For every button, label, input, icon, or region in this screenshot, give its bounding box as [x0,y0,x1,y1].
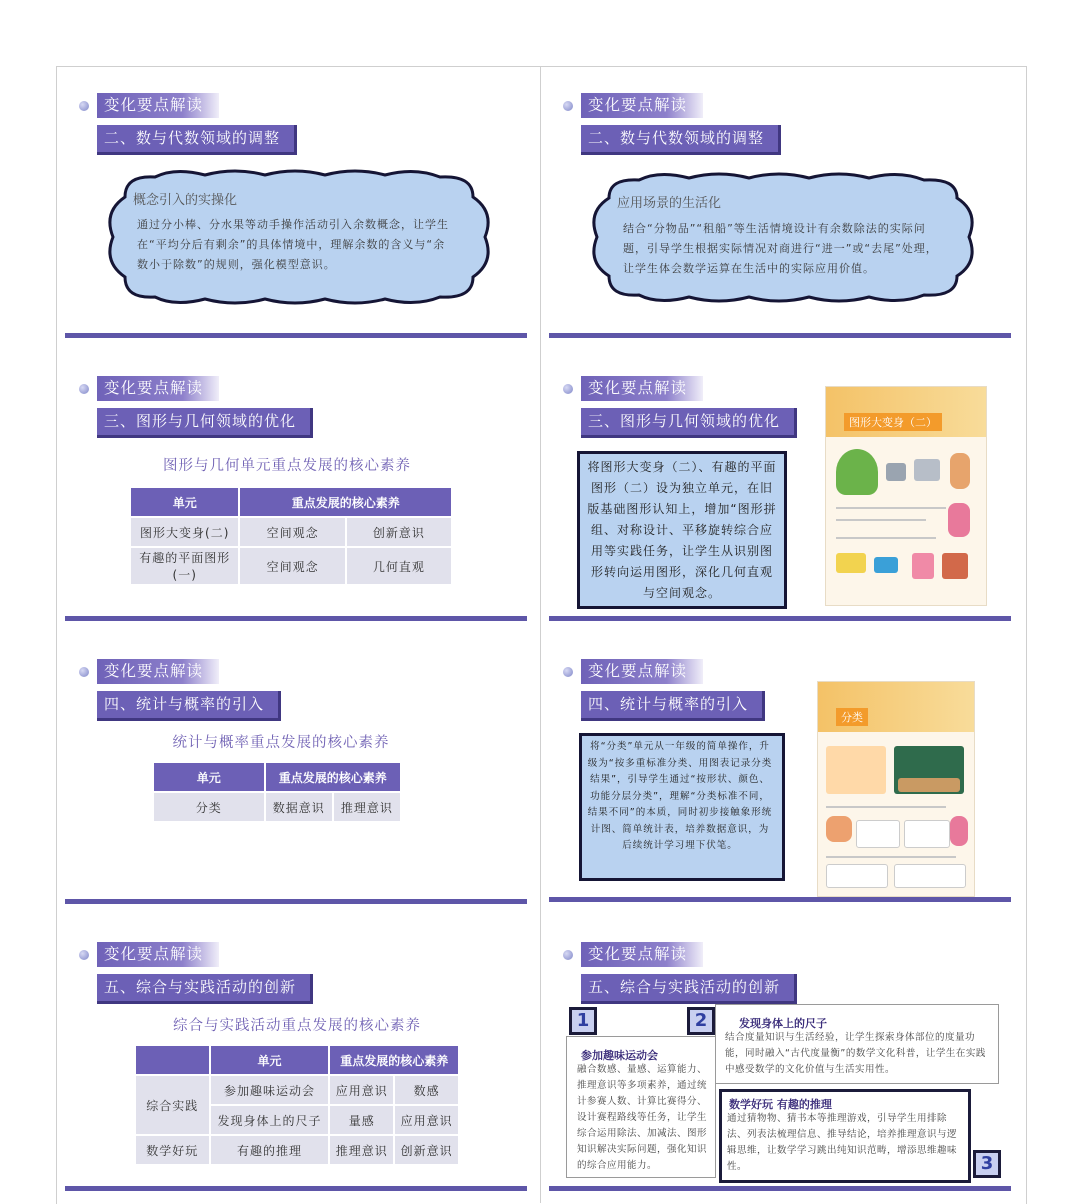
core-literacy-table [134,1044,460,1166]
bullet-dot [79,950,89,960]
slide-footer-bar [549,333,1011,338]
table-header: 重点发展的核心素养 [329,1045,459,1075]
table-row [135,1135,459,1165]
slide-7 [57,916,541,1203]
table-cell: 数感 [394,1075,459,1105]
table-row [153,792,401,822]
core-literacy-table [152,761,402,823]
table-header [135,1045,210,1075]
card-number: 3 [973,1150,1001,1178]
table-title: 图形与几何单元重点发展的核心素养 [163,458,411,474]
slide-title: 变化要点解读 [97,659,219,684]
bullet-dot [79,667,89,677]
card-number: 2 [687,1007,715,1035]
card-text: 结合度量知识与生活经验，让学生探索身体部位的度量功能，同时融入“古代度量衡”的数学文化科普，让学生在实践中感受数学的文化价值与生活实用性。 [725,1032,986,1075]
card-number: 1 [569,1007,597,1035]
table-cell: 参加趣味运动会 [210,1075,330,1105]
table-cell: 创新意识 [346,517,452,547]
slide-title: 变化要点解读 [581,93,703,118]
core-literacy-table [129,486,453,586]
table-header-row [153,762,401,792]
table-cell: 有趣的推理 [210,1135,330,1165]
table-cell: 有趣的平面图形(一) [130,547,239,585]
section-title: 五、综合与实践活动的创新 [97,974,313,1004]
table-cell: 发现身体上的尺子 [210,1105,330,1135]
table-cell: 推理意识 [329,1135,394,1165]
textbook-title: 分类 [836,708,868,726]
slide-title: 变化要点解读 [97,376,219,401]
textbook-title: 图形大变身（二） [844,413,942,431]
table-header-row [135,1045,459,1075]
bullet-dot [563,950,573,960]
table-row [130,517,452,547]
bullet-dot [563,667,573,677]
section-title: 三、图形与几何领域的优化 [581,408,797,438]
text-line [826,856,956,858]
description-text: 将图形大变身（二）、有趣的平面图形（二）设为独立单元，在旧版基础图形认知上，增加“图形拼组、对称设计、平移旋转综合应用等实践任务，让学生从识别图形转向运用图形，深化几何直观与空间观念。 [587,460,777,600]
card-text: 通过猜物物、猜书本等推理游戏，引导学生用排除法、列表法梳理信息、推导结论，培养推理意识与逻辑思维，让数学学习跳出纯知识范畴，增添思维趣味性。 [727,1113,958,1172]
text-line [836,537,936,539]
section-title: 五、综合与实践活动的创新 [581,974,797,1004]
table-cell: 数学好玩 [135,1135,210,1165]
section-title: 四、统计与概率的引入 [581,691,765,721]
shape-illustration [874,557,898,573]
textbook-page-image [817,681,975,897]
shape-illustration [912,553,934,579]
section-title: 三、图形与几何领域的优化 [97,408,313,438]
table-title: 统计与概率重点发展的核心素养 [172,735,390,751]
card-heading: 参加趣味运动会 [581,1049,658,1062]
slide-8 [541,916,1025,1203]
section-title: 二、数与代数领域的调整 [97,125,297,155]
table-title: 综合与实践活动重点发展的核心素养 [173,1018,421,1034]
table-cell: 图形大变身(二) [130,517,239,547]
slide-title: 变化要点解读 [97,93,219,118]
shape-illustration [914,459,940,481]
slide-footer-bar [549,616,1011,621]
cloud-heading: 应用场景的生活化 [617,196,722,211]
shape-illustration [942,553,968,579]
table-row [135,1075,459,1105]
textbook-page-image [825,386,987,606]
desk-illustration [898,778,960,792]
slide-footer-bar [549,897,1011,902]
table-header: 单元 [210,1045,330,1075]
table-cell: 推理意识 [333,792,401,822]
table-header-row [130,487,452,517]
table-cell: 空间观念 [239,517,345,547]
table-cell: 几何直观 [346,547,452,585]
bullet-dot [79,384,89,394]
text-line [836,519,926,521]
shape-illustration [836,553,866,573]
table-cell: 分类 [153,792,265,822]
child-illustration [950,816,968,846]
slide-title: 变化要点解读 [581,942,703,967]
table-cell: 综合实践 [135,1075,210,1135]
table-cell: 空间观念 [239,547,345,585]
speech-bubble [856,820,900,848]
shape-illustration [886,463,906,481]
slide-title: 变化要点解读 [581,376,703,401]
card-heading: 数学好玩 有趣的推理 [729,1098,832,1111]
slide-footer-bar [549,1186,1011,1191]
card-text: 融合数感、量感、运算能力、推理意识等多项素养，通过统计参赛人数、计算比赛得分、设计赛程路线等任务，让学生综合运用除法、加减法、图形知识解决实际问题，强化知识的综合应用能力。 [577,1064,708,1171]
slide-footer-bar [65,1186,527,1191]
slide-footer-bar [65,616,527,621]
table-cell: 量感 [329,1105,394,1135]
card-heading: 发现身体上的尺子 [739,1017,827,1030]
slide-3 [57,350,541,633]
slide-2 [541,67,1025,350]
slide-6 [541,633,1025,916]
table-header: 单元 [153,762,265,792]
table-cell: 数据意识 [265,792,333,822]
bullet-dot [563,101,573,111]
slide-footer-bar [65,899,527,904]
text-line [836,507,946,509]
child-illustration [826,816,852,842]
slide-footer-bar [65,333,527,338]
table-illustration [894,864,966,888]
table-cell: 应用意识 [329,1075,394,1105]
bullet-dot [79,101,89,111]
child-illustration [948,503,970,537]
section-title: 四、统计与概率的引入 [97,691,281,721]
slide-title: 变化要点解读 [97,942,219,967]
tree-illustration [836,449,878,495]
slide-4 [541,350,1025,633]
table-cell: 创新意识 [394,1135,459,1165]
cloud-heading: 概念引入的实操化 [133,193,238,208]
slide-1 [57,67,541,350]
table-header: 重点发展的核心素养 [265,762,401,792]
cloud-text: 结合“分物品”“租船”等生活情境设计有余数除法的实际问题，引导学生根据实际情况对商进行“进一”或“去尾”处理，让学生体会数学运算在生活中的实际应用价值。 [623,222,938,275]
table-row [130,547,452,585]
bullet-dot [563,384,573,394]
slide-title: 变化要点解读 [581,659,703,684]
speech-bubble [904,820,950,848]
chart-illustration [826,864,888,888]
slide-5 [57,633,541,916]
section-title: 二、数与代数领域的调整 [581,125,781,155]
classroom-illustration [826,746,886,794]
table-header: 单元 [130,487,239,517]
description-text: 将“分类”单元从一年级的简单操作，升级为“按多重标准分类、用图表记录分类结果”，引导学生通过“按形状、颜色、功能分层分类”，理解“分类标准不同，结果不同”的本质，同时初步接触象形统计图、简单统计表，培养数据意识，为后续统计学习埋下伏笔。 [587,741,773,851]
child-illustration [950,453,970,489]
cloud-text: 通过分小棒、分水果等动手操作活动引入余数概念，让学生在“平均分后有剩余”的具体情境中，理解余数的含义与“余数小于除数”的规则，强化模型意识。 [137,218,449,271]
table-header: 重点发展的核心素养 [239,487,452,517]
table-cell: 应用意识 [394,1105,459,1135]
text-line [826,806,946,808]
